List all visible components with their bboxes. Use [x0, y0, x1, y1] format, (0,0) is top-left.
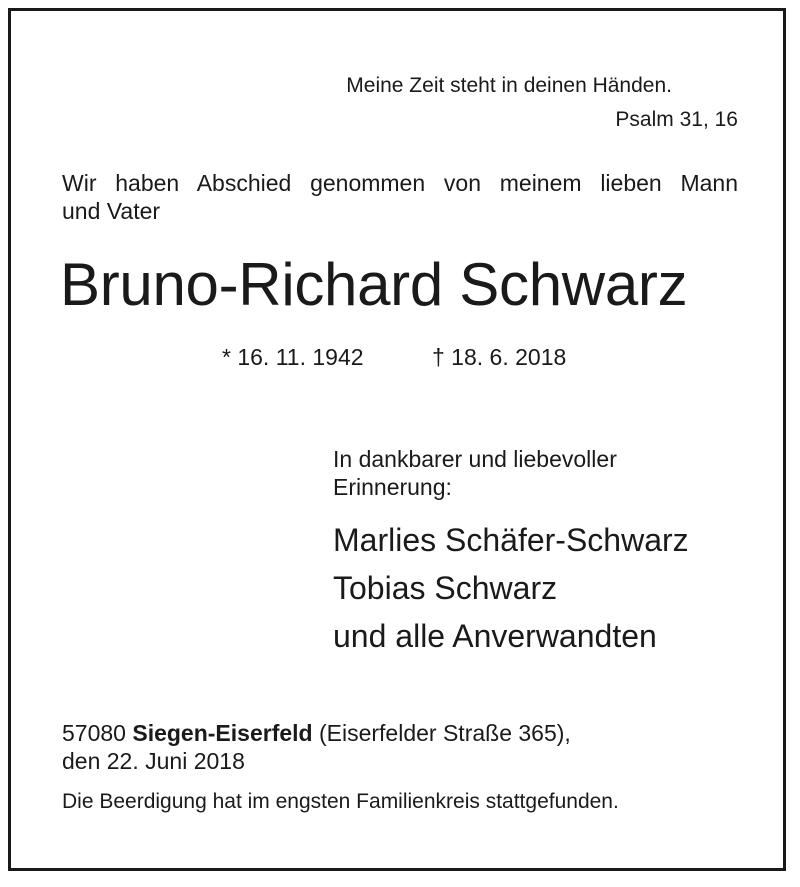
- deceased-name: Bruno-Richard Schwarz: [60, 251, 688, 318]
- date-line: den 22. Juni 2018: [62, 748, 245, 774]
- signer-name: Tobias Schwarz: [333, 570, 558, 606]
- memory-line-2: Erinnerung:: [333, 474, 452, 500]
- postal-code: 57080: [62, 720, 126, 746]
- signer-name: Marlies Schäfer-Schwarz: [333, 522, 689, 558]
- intro-line-1: Wir haben Abschied genommen von meinem lieben Mann: [62, 170, 738, 196]
- death-date: † 18. 6. 2018: [432, 344, 567, 370]
- signers-list: [333, 516, 689, 660]
- funeral-note: Die Beerdigung hat im engsten Familienkreis stattgefunden.: [62, 790, 619, 813]
- address-line: [62, 719, 571, 747]
- birth-date: * 16. 11. 1942: [222, 344, 364, 370]
- bible-verse: Meine Zeit steht in deinen Händen.: [346, 74, 672, 97]
- signer-name: und alle Anverwandten: [333, 618, 657, 654]
- address-block: [62, 719, 571, 775]
- memory-text: [333, 445, 617, 501]
- intro-line-2: und Vater: [62, 198, 161, 224]
- verse-reference: Psalm 31, 16: [615, 108, 738, 131]
- memory-line-1: In dankbarer und liebevoller: [333, 446, 617, 472]
- street-address: (Eiserfelder Straße 365),: [318, 720, 571, 746]
- city-name: Siegen-Eiserfeld: [132, 720, 313, 746]
- intro-text: [62, 169, 738, 225]
